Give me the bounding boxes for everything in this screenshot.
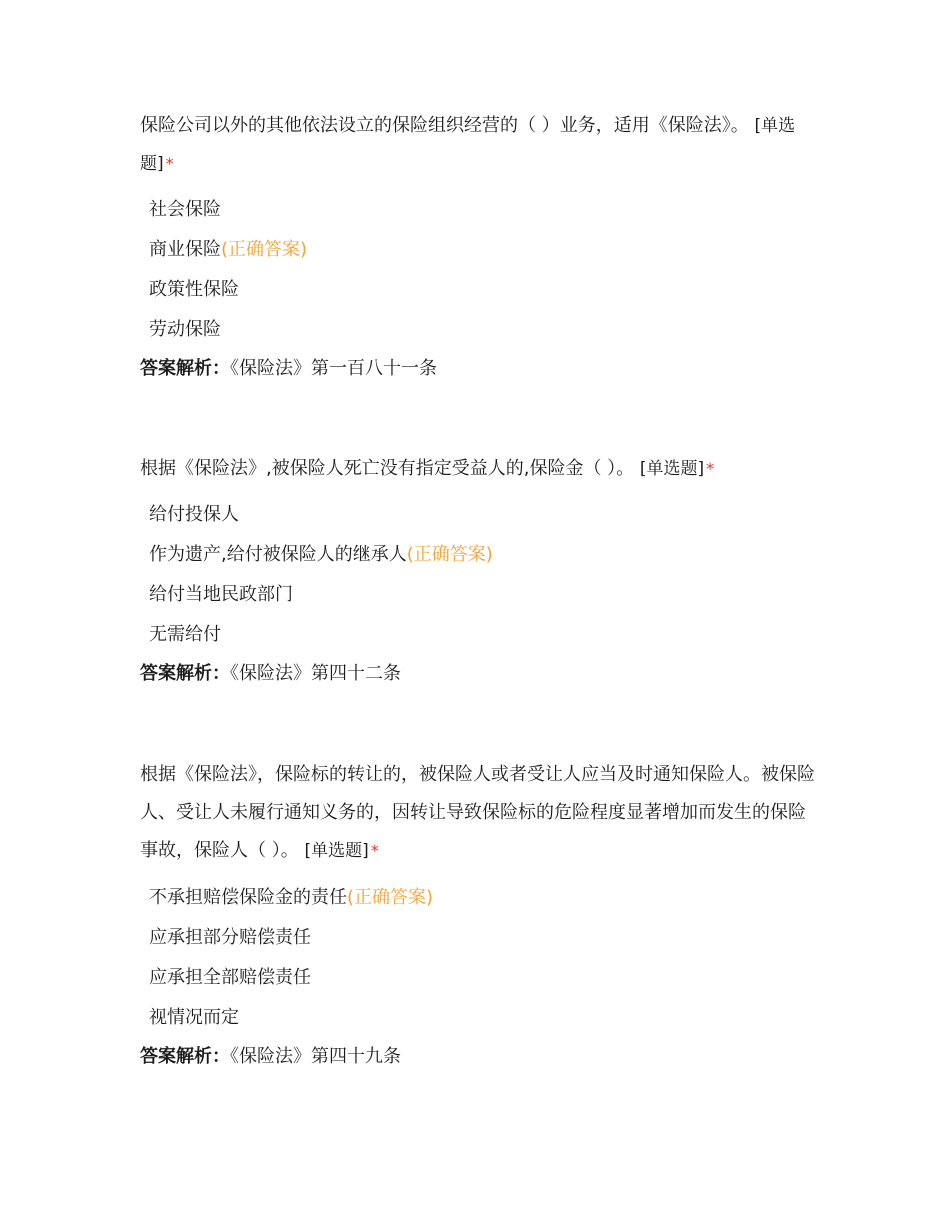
option-item[interactable] bbox=[140, 230, 815, 270]
required-mark: * bbox=[706, 459, 715, 478]
option-item[interactable] bbox=[140, 958, 815, 998]
explanation-label: 答案解析： bbox=[140, 358, 230, 379]
option-label: 不承担赔偿保险金的责任 bbox=[149, 887, 347, 908]
correct-answer-tag: (正确答案) bbox=[347, 887, 434, 908]
question-text: 保险公司以外的其他依法设立的保险组织经营的（ ）业务，适用《保险法》。 bbox=[140, 115, 749, 136]
question-block bbox=[140, 450, 815, 693]
option-label: 给付投保人 bbox=[149, 504, 239, 525]
question-title bbox=[140, 756, 815, 870]
question-title bbox=[140, 450, 815, 488]
option-label: 应承担部分赔偿责任 bbox=[149, 927, 311, 948]
option-label: 商业保险 bbox=[149, 239, 221, 260]
answer-explanation bbox=[140, 1038, 815, 1076]
options-list bbox=[140, 495, 815, 655]
question-block bbox=[140, 756, 815, 1076]
required-mark: * bbox=[370, 841, 379, 860]
question-title bbox=[140, 107, 815, 183]
option-label: 劳动保险 bbox=[149, 319, 221, 340]
option-label: 视情况而定 bbox=[149, 1007, 239, 1028]
options-list bbox=[140, 878, 815, 1038]
question-type: [单选题] bbox=[304, 841, 369, 861]
option-item[interactable] bbox=[140, 878, 815, 918]
option-label: 给付当地民政部门 bbox=[149, 584, 293, 605]
option-item[interactable] bbox=[140, 495, 815, 535]
option-item[interactable] bbox=[140, 998, 815, 1038]
option-label: 作为遗产,给付被保险人的继承人 bbox=[149, 544, 407, 565]
option-item[interactable] bbox=[140, 535, 815, 575]
option-item[interactable] bbox=[140, 918, 815, 958]
option-item[interactable] bbox=[140, 575, 815, 615]
question-type: [单选题] bbox=[639, 459, 705, 479]
option-label: 无需给付 bbox=[149, 624, 221, 645]
correct-answer-tag: (正确答案) bbox=[406, 544, 493, 565]
explanation-text: 《保险法》第四十二条 bbox=[230, 663, 401, 684]
explanation-text: 《保险法》第四十九条 bbox=[230, 1046, 401, 1067]
explanation-label: 答案解析： bbox=[140, 663, 230, 684]
answer-explanation bbox=[140, 655, 815, 693]
option-item[interactable] bbox=[140, 190, 815, 230]
question-block bbox=[140, 107, 815, 388]
correct-answer-tag: (正确答案) bbox=[221, 239, 308, 260]
question-text: 根据《保险法》,被保险人死亡没有指定受益人的,保险金（ ）。 bbox=[140, 458, 635, 479]
option-item[interactable] bbox=[140, 615, 815, 655]
explanation-label: 答案解析： bbox=[140, 1046, 230, 1067]
option-label: 政策性保险 bbox=[149, 279, 239, 300]
question-text: 根据《保险法》，保险标的转让的，被保险人或者受让人应当及时通知保险人。被保险人、受让人未履行通知义务的，因转让导致保险标的危险程度显著增加而发生的保险事故，保险人（ ）。 bbox=[140, 764, 815, 861]
option-label: 应承担全部赔偿责任 bbox=[149, 967, 311, 988]
required-mark: * bbox=[165, 154, 174, 173]
options-list bbox=[140, 190, 815, 350]
answer-explanation bbox=[140, 350, 815, 388]
explanation-text: 《保险法》第一百八十一条 bbox=[230, 358, 437, 379]
option-item[interactable] bbox=[140, 310, 815, 350]
option-item[interactable] bbox=[140, 270, 815, 310]
question-type: [单选题] bbox=[140, 116, 796, 174]
option-label: 社会保险 bbox=[149, 199, 221, 220]
